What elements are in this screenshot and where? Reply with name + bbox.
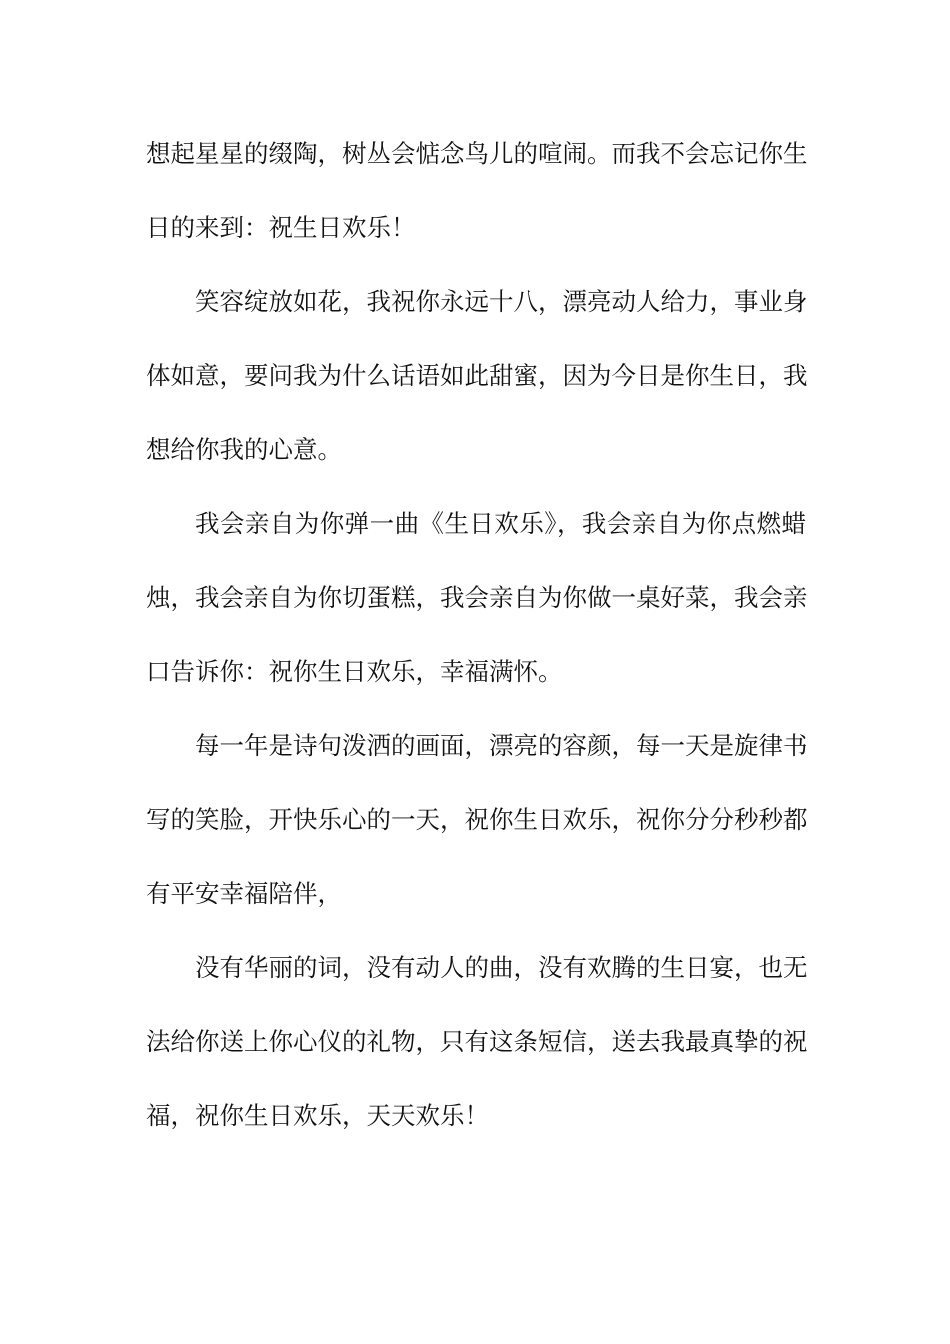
text-line: 笑容绽放如花，我祝你永远十八，漂亮动人给力，事业身 [195,287,808,316]
text-line: 福，祝你生日欢乐，天天欢乐！ [146,1101,489,1130]
text-line: 我会亲自为你弹一曲《生日欢乐》，我会亲自为你点燃蜡 [195,509,806,538]
text-line: 体如意，要问我为什么话语如此甜蜜，因为今日是你生日，我 [146,361,808,390]
paragraph [146,272,806,494]
text-line: 有平安幸福陪伴， [146,879,342,908]
paragraph [146,938,806,1160]
paragraph [146,494,806,716]
paragraph [146,124,806,272]
text-line: 法给你送上你心仪的礼物，只有这条短信，送去我最真挚的祝 [146,1027,808,1056]
text-line: 日的来到：祝生日欢乐！ [146,213,416,242]
text-line: 口告诉你：祝你生日欢乐，幸福满怀。 [146,657,563,686]
text-line: 烛，我会亲自为你切蛋糕，我会亲自为你做一桌好菜，我会亲 [146,583,808,612]
text-line: 想给你我的心意。 [146,435,342,464]
text-line: 每一年是诗句泼洒的画面，漂亮的容颜，每一天是旋律书 [195,731,808,760]
document-body [146,124,806,1160]
text-line: 没有华丽的词，没有动人的曲，没有欢腾的生日宴，也无 [195,953,808,982]
paragraph [146,716,806,938]
text-line: 想起星星的缀陶，树丛会惦念鸟儿的喧闹。而我不会忘记你生 [146,139,808,168]
text-line: 写的笑脸，开快乐心的一天，祝你生日欢乐，祝你分分秒秒都 [146,805,808,834]
